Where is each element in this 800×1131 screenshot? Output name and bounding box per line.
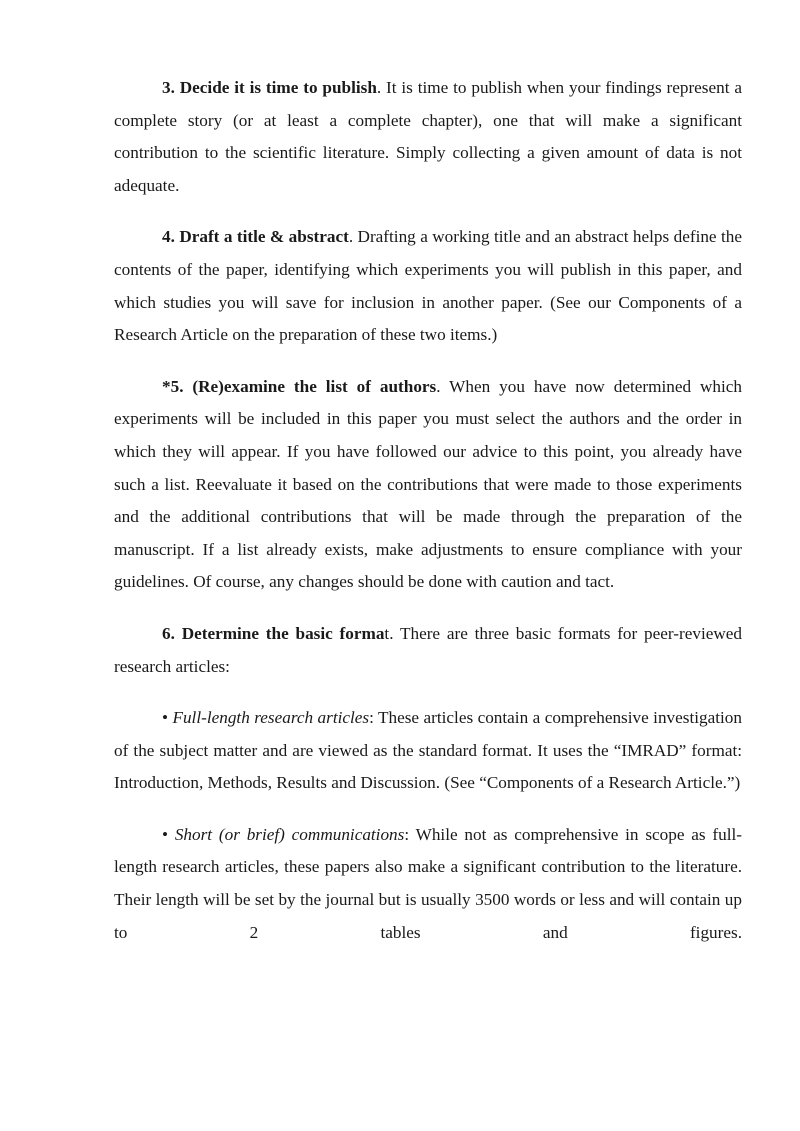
heading-reexamine-authors: *5. (Re)examine the list of authors <box>162 376 437 396</box>
paragraph-decide-to-publish <box>114 72 742 202</box>
paragraph-body: . Drafting a working title and an abstract helps define the contents of the paper, identifying which experiments you will publish in this paper, and which studies you will save for inclusion in another paper. (See our Components of a Research Article on the preparation of these two items.) <box>114 227 742 345</box>
bullet-full-length-articles <box>114 702 742 800</box>
document-page <box>114 72 742 968</box>
bullet-body: : These articles contain a comprehensive investigation of the subject matter and are viewed as the standard format. It uses the “IMRAD” format: Introduction, Methods, Results and Discussion. (See “Components of a Research Article.”) <box>114 708 742 793</box>
paragraph-body: t. There are three basic formats for peer-reviewed research articles: <box>114 623 742 676</box>
heading-draft-title-abstract: 4. Draft a title & abstract <box>162 227 349 247</box>
term-short-communications: Short (or brief) communications <box>174 824 405 844</box>
bullet-icon: • <box>162 708 173 728</box>
bullet-body: : While not as comprehensive in scope as full-length research articles, these papers also make a significant contribution to the literature. Their length will be set by the journal but is usually 3500 words or less and will contain up to 2 tables and figures. <box>114 824 742 942</box>
paragraph-determine-format <box>114 618 742 683</box>
paragraph-reexamine-authors <box>114 371 742 599</box>
heading-decide-to-publish: 3. Decide it is time to publish <box>162 78 377 97</box>
heading-determine-format: 6. Determine the basic forma <box>162 623 385 643</box>
paragraph-draft-title-abstract <box>114 221 742 351</box>
term-full-length-articles: Full-length research articles <box>172 708 370 728</box>
paragraph-body: . It is time to publish when your findings represent a complete story (or at least a complete chapter), one that will make a significant contribution to the scientific literature. Simply collecting a given amount of data is not adequate. <box>114 78 742 195</box>
paragraph-body: . When you have now determined which experiments will be included in this paper you must select the authors and the order in which they will appear. If you have followed our advice to this point, you already have such a list. Reevaluate it based on the contributions that were made to those experiments and the additional contributions that will be made through the preparation of the manuscript. If a list already exists, make adjustments to ensure compliance with your guidelines. Of course, any changes should be done with caution and tact. <box>114 376 743 592</box>
bullet-icon: • <box>162 824 175 844</box>
bullet-short-communications <box>114 819 742 949</box>
